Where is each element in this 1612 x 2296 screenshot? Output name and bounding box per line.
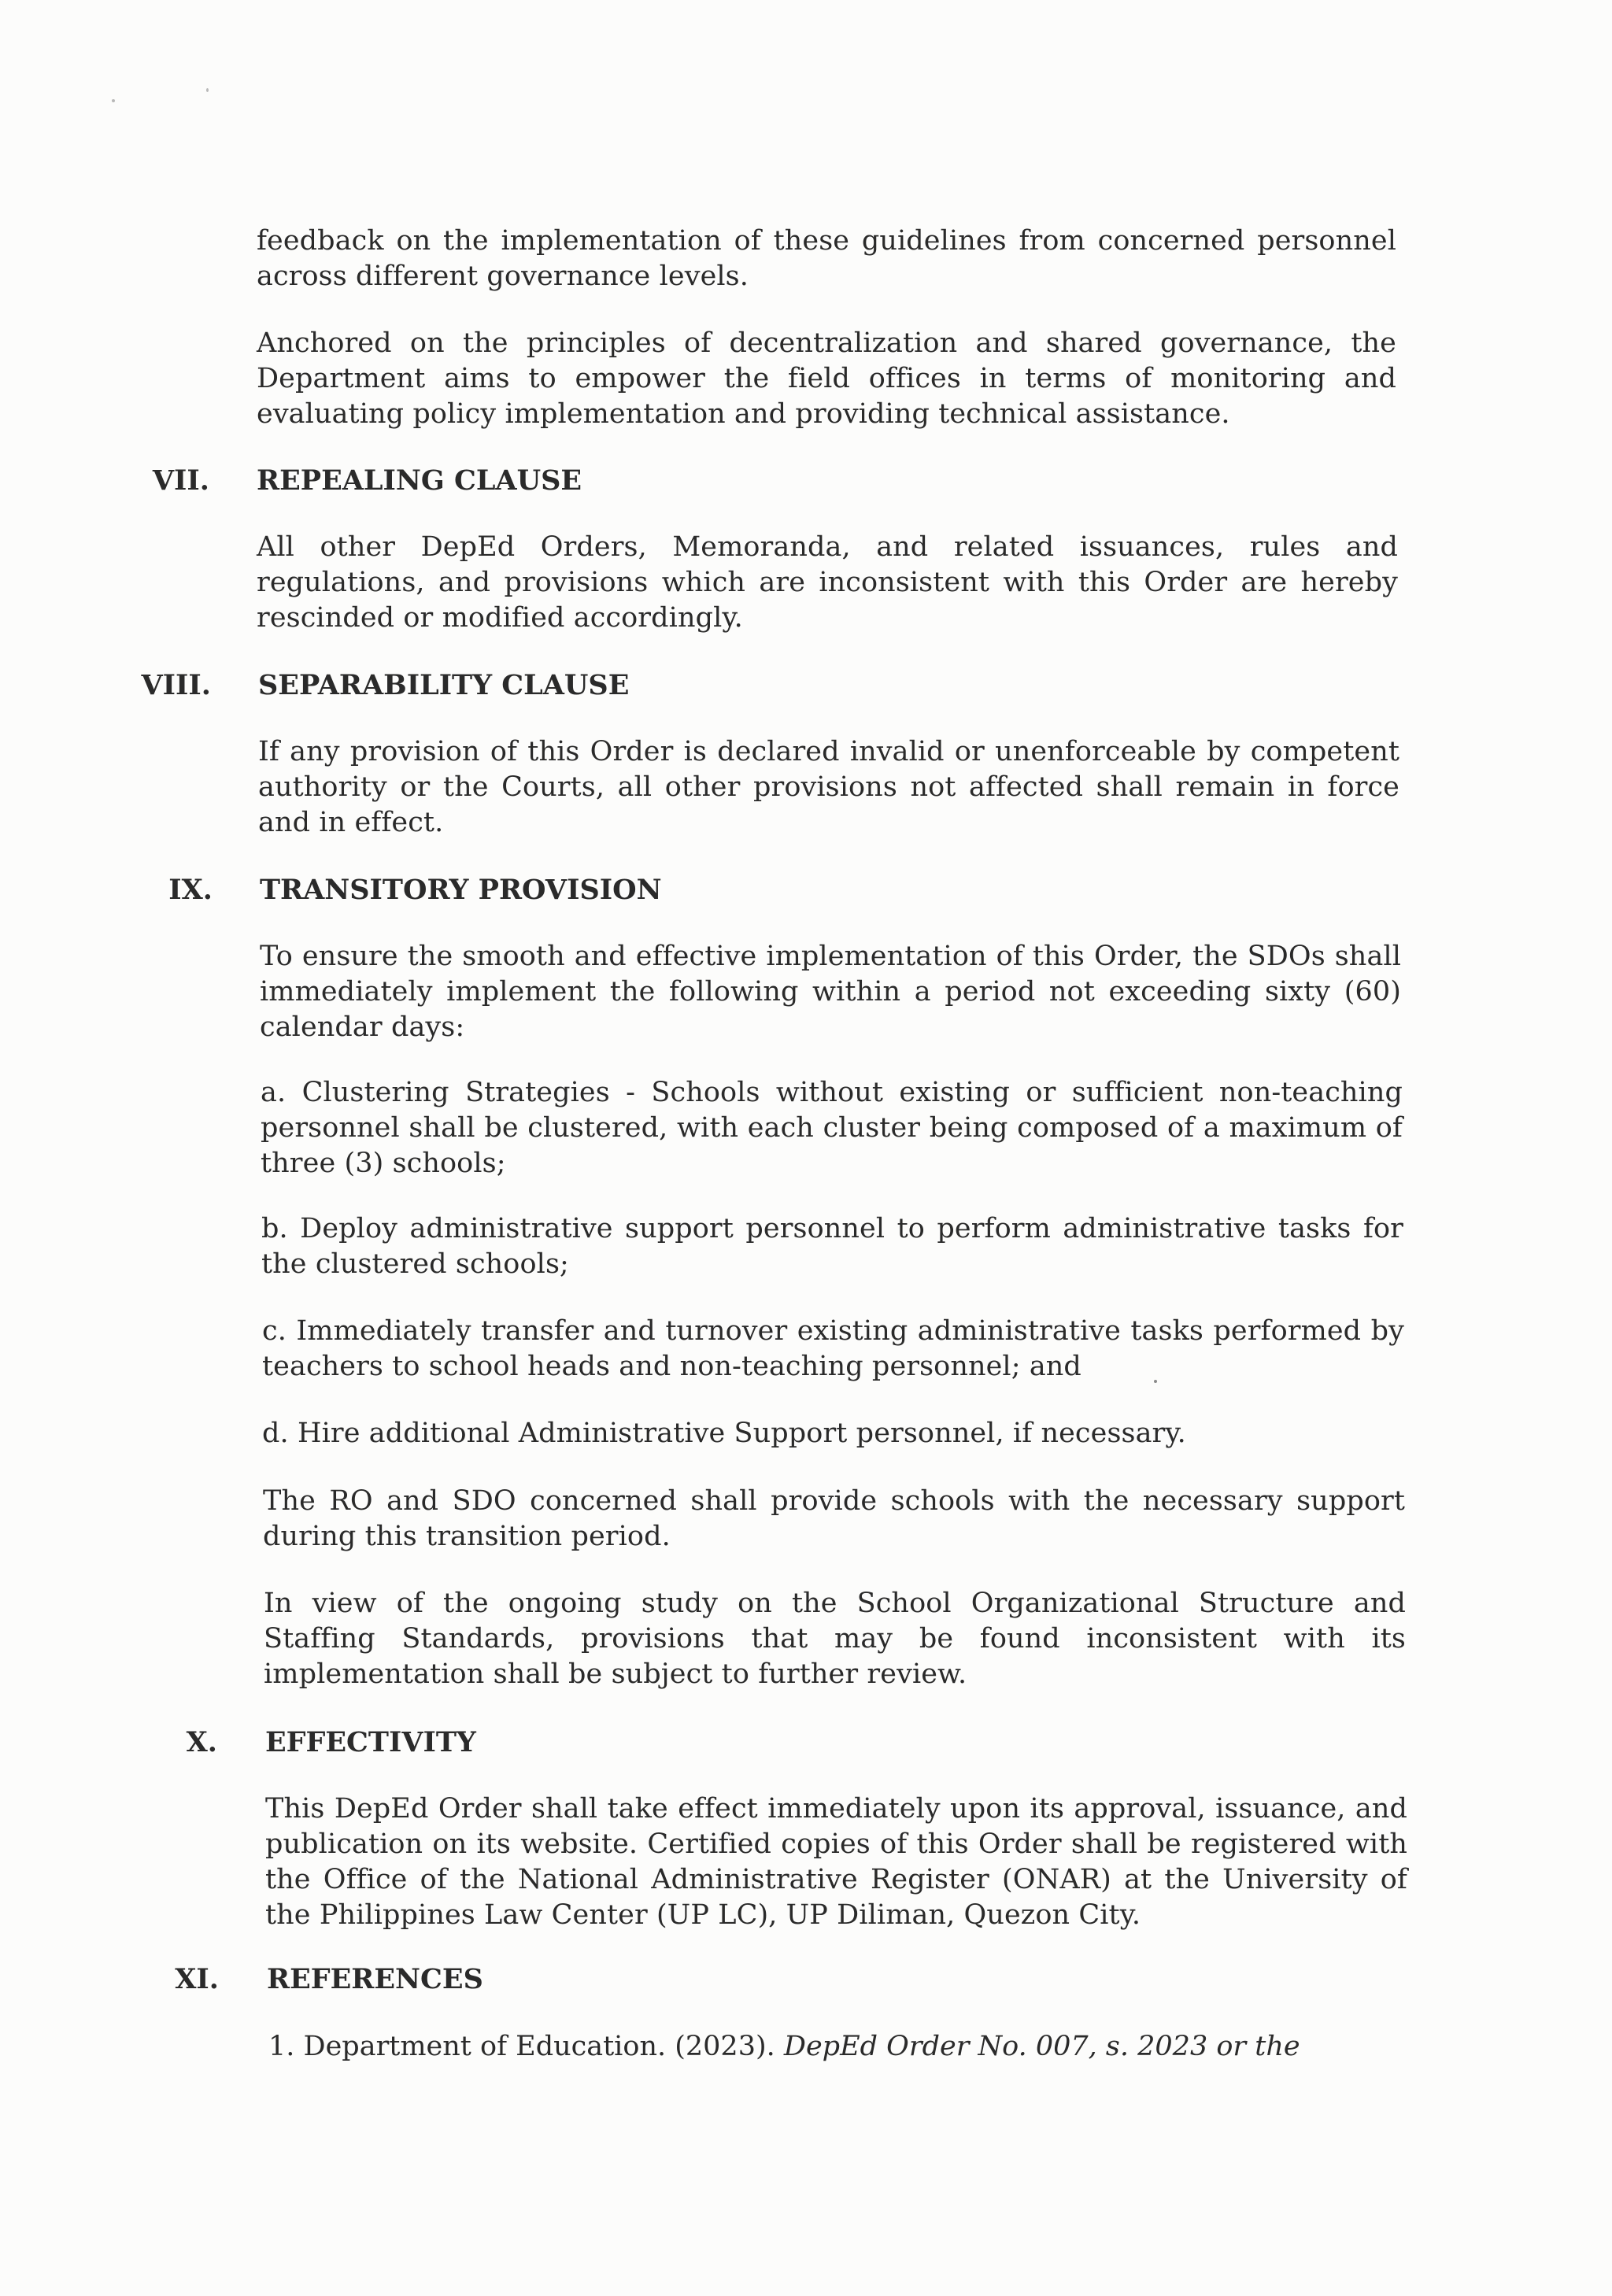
reference-1-title: DepEd Order No. 007, s. 2023 or the [783,2031,1300,2062]
section-number-xi: XI. [175,1963,219,1995]
section-number-vii: VII. [152,464,209,497]
scan-speck [206,88,209,92]
section-title-effectivity: EFFECTIVITY [265,1726,476,1758]
list-item-hire-personnel: d. Hire additional Administrative Support personnel, if necessary. [262,1418,1186,1449]
intro-paragraph-anchored: Anchored on the principles of decentralization and shared governance, the Department aims to empower the field offices in terms of monitoring and evaluating policy implementation and providing technical assistance. [257,327,1396,430]
section-number-ix: IX. [168,874,213,906]
repealing-clause-paragraph: All other DepEd Orders, Memoranda, and related issuances, rules and regulations, and provisions which are inconsistent with this Order are hereby rescinded or modified accordingly. [257,531,1398,634]
section-title-references: REFERENCES [267,1963,483,1995]
further-review-paragraph: In view of the ongoing study on the School Organizational Structure and Staffing Standards, provisions that may be found inconsistent with its implementation shall be subject to further review. [264,1588,1406,1690]
effectivity-paragraph: This DepEd Order shall take effect immediately upon its approval, issuance, and publication on its website. Certified copies of this Order shall be registered with the Office of the National Administrative Register (ONAR) at the University of the Philippines Law Center (UP LC), UP Diliman, Quezon City. [265,1793,1407,1931]
scan-speck [112,99,115,102]
list-item-clustering-strategies: a. Clustering Strategies - Schools without existing or sufficient non-teaching personnel shall be clustered, with each cluster being composed of a maximum of three (3) schools; [261,1077,1403,1179]
list-item-deploy-personnel: b. Deploy administrative support personnel to perform administrative tasks for the clustered schools; [261,1213,1403,1280]
section-number-x: X. [186,1726,217,1758]
reference-item-1 [268,2029,1300,2065]
transitory-provision-paragraph: To ensure the smooth and effective implementation of this Order, the SDOs shall immediately implement the following within a period not exceeding sixty (60) calendar days: [260,941,1401,1043]
separability-clause-paragraph: If any provision of this Order is declared invalid or unenforceable by competent authority or the Courts, all other provisions not affected shall remain in force and in effect. [258,736,1399,838]
reference-1-author-year: 1. Department of Education. (2023). [268,2031,775,2062]
section-title-separability-clause: SEPARABILITY CLAUSE [258,669,630,701]
intro-paragraph-feedback: feedback on the implementation of these guidelines from concerned personnel across different governance levels. [257,225,1396,292]
list-item-transfer-tasks: c. Immediately transfer and turnover existing administrative tasks performed by teachers to school heads and non-teaching personnel; and [262,1315,1404,1382]
section-title-transitory-provision: TRANSITORY PROVISION [260,874,662,906]
section-number-viii: VIII. [141,669,211,701]
transition-support-paragraph: The RO and SDO concerned shall provide schools with the necessary support during this transition period. [263,1485,1405,1552]
section-title-repealing-clause: REPEALING CLAUSE [257,464,582,497]
